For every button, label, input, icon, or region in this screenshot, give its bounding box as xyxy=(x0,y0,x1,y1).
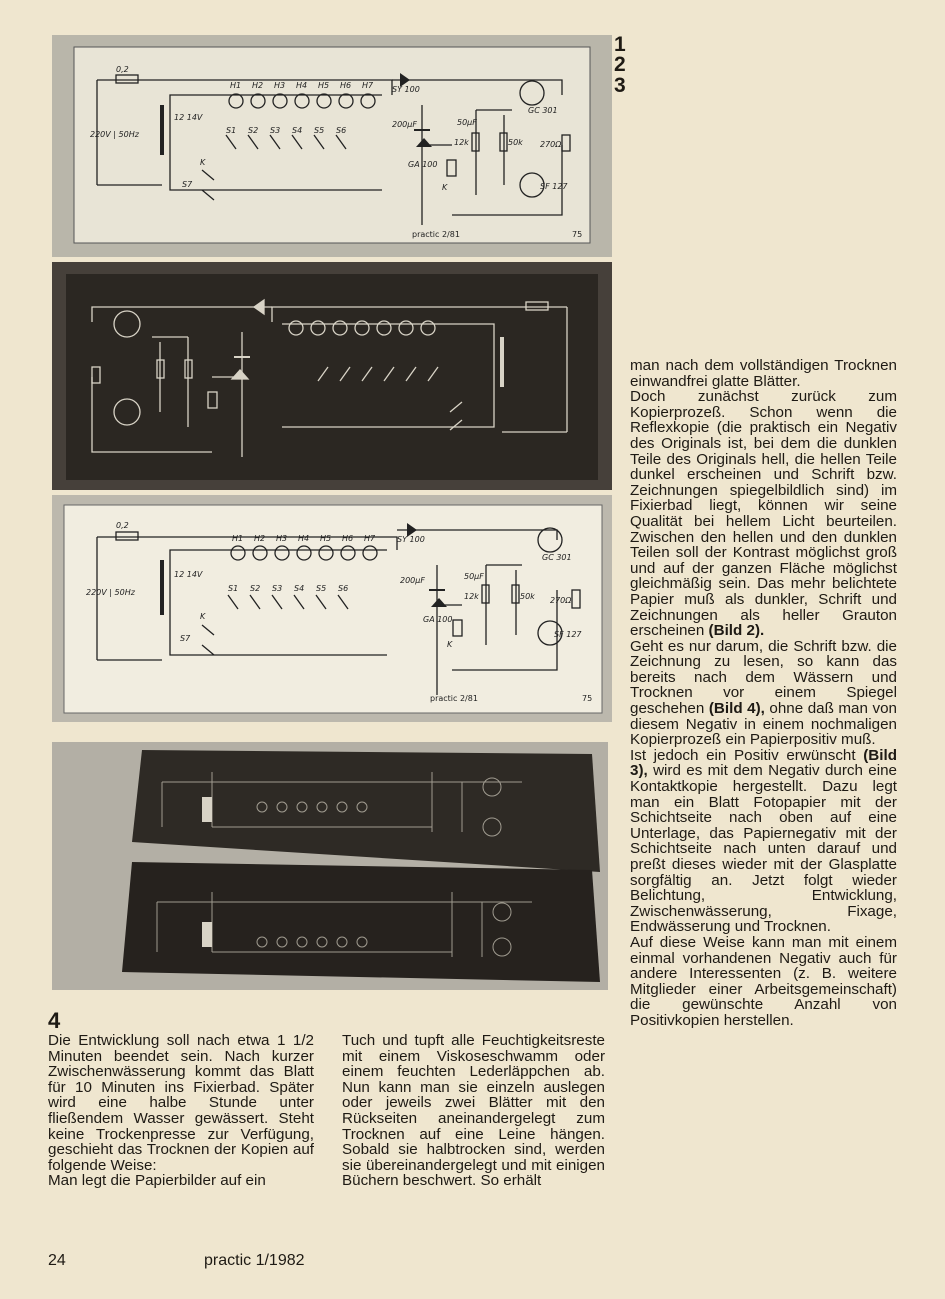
fig1-diode-label: SY 100 xyxy=(392,85,420,94)
figure-number-4: 4 xyxy=(48,1008,61,1033)
fig3-switch-label: S5 xyxy=(316,584,327,593)
fig3-switch-label: S3 xyxy=(272,584,283,593)
fig1-switch-label: S7 xyxy=(182,180,193,189)
fig3-lamp-label: H6 xyxy=(342,534,354,543)
fig3-transistor-label: SF 127 xyxy=(554,630,582,639)
fig1-transistor-label: SF 127 xyxy=(540,182,568,191)
fig3-switch-label: S2 xyxy=(250,584,261,593)
figure-3-positive-copy xyxy=(52,495,612,722)
fig1-lamp-label: H6 xyxy=(340,81,352,90)
fig3-lamp-label: H5 xyxy=(320,534,332,543)
paragraph xyxy=(630,748,897,935)
text-column-middle xyxy=(342,1033,605,1189)
figure-1-schematic xyxy=(52,35,612,257)
fig3-capacitor-label: 200µF xyxy=(400,576,425,585)
fig3-capacitor-label: 50µF xyxy=(464,572,484,581)
fig1-relay-contact-label: K xyxy=(200,158,206,167)
fig1-lamp-label: H5 xyxy=(318,81,330,90)
paragraph-text: ohne daß man von diesem Negativ in einem nochmaligen Kopierprozeß ein Papierpositiv muß. xyxy=(630,700,897,749)
paragraph-text: wird es mit dem Negativ durch eine Kontaktkopie hergestellt. Dazu legt man ein Blatt Fotopapier mit der Schichtseite nach oben auf eine Unterlage, das Papiernegativ mit der Schichtseite nach unten darauf und preßt dieses wieder mit der Glasplatte sorgfältig an. Jetzt folgt wieder Belichtung, Entwicklung, Zwischenwässerung, Fixage, Endwässerung und Trocknen. xyxy=(630,762,897,936)
paragraph-text: Doch zunächst zurück zum Kopierprozeß. Schon wenn die Reflexkopie (die praktisch ein Negativ des Originals ist, bei dem die dunklen Teile des Originals hell, die hellen Teile dunkel erscheinen und Schrift bzw. Zeichnungen spiegelbildlich sind) im Fixierbad liegt, können wir seine Qualität bei hellem Licht beurteilen. Zwischen den hellen und den dunklen Teilen soll der Kontrast möglichst groß und auf der ganzen Fläche möglichst gleichmäßig sein. Das mehr belichtete Papier muß als dunkler, Schrift und Zeichnungen als heller Grauton erscheinen xyxy=(630,388,897,640)
figure-number-3: 3 xyxy=(614,74,626,97)
fig3-diode-label: SY 100 xyxy=(397,535,425,544)
fig1-diode-label: GA 100 xyxy=(408,160,438,169)
fig1-switch-label: S3 xyxy=(270,126,281,135)
fig3-resistor-label: 50k xyxy=(520,592,535,601)
fig3-switch-label: S6 xyxy=(338,584,349,593)
fig1-lamp-label: H7 xyxy=(362,81,374,90)
fig3-footer-left: practic 2/81 xyxy=(430,694,478,703)
paragraph-text: Geht es nur darum, die Schrift bzw. die Zeichnung zu lesen, so kann das bereits nach dem Wässern und Trocknen vor einem Spiegel geschehen xyxy=(630,637,897,718)
fig3-lamp-label: H2 xyxy=(254,534,266,543)
text-column-left xyxy=(48,1033,314,1189)
figure-number-1: 1 xyxy=(614,33,626,56)
figure-4-photo xyxy=(52,742,608,990)
paragraph: Man legt die Papierbilder auf ein xyxy=(48,1172,266,1190)
fig1-lamp-label: H3 xyxy=(274,81,286,90)
text-column-right xyxy=(630,358,897,1029)
figure-reference: (Bild 2). xyxy=(708,622,765,640)
figure-2-negative xyxy=(52,262,612,490)
fig3-mains-label: 220V | 50Hz xyxy=(86,588,135,597)
fig1-switch-label: S1 xyxy=(226,126,237,135)
fig3-switch-label: S7 xyxy=(180,634,191,643)
figure-reference: (Bild 4), xyxy=(708,700,765,718)
fig1-switch-label: S4 xyxy=(292,126,303,135)
fig1-lamp-label: H2 xyxy=(252,81,264,90)
fig1-lamp-label: H4 xyxy=(296,81,308,90)
fig1-footer-left: practic 2/81 xyxy=(412,230,460,239)
fig1-resistor-label: 270Ω xyxy=(540,140,562,149)
paragraph: Tuch und tupft alle Feuchtigkeitsreste mit einem Viskoseschwamm oder einem feuchten Lederläppchen ab. Nun kann man sie einzeln auslegen oder jeweils zwei Blätter mit den Rückseiten aneinandergelegt zum Trocknen auf eine Leine hängen. Sobald sie halbtrocken sind, werden sie übereinandergelegt und mit einigen Büchern beschwert. So erhält xyxy=(342,1032,605,1190)
fig3-lamp-label: H4 xyxy=(298,534,310,543)
fig1-relay-label: K xyxy=(442,183,448,192)
paragraph: Die Entwicklung soll nach etwa 1 1/2 Minuten beendet sein. Nach kurzer Zwischenwässerung kommt das Blatt für 10 Minuten ins Fixierbad. Später wird eine halbe Stunde unter fließendem Wasser gewässert. Steht keine Trockenpresse zur Verfügung, geschieht das Trocknen der Kopien auf folgende Weise: xyxy=(48,1032,314,1174)
fig1-switch-label: S2 xyxy=(248,126,259,135)
fig1-fuse-label: 0,2 xyxy=(116,65,129,74)
fig1-switch-label: S6 xyxy=(336,126,347,135)
fig1-switch-label: S5 xyxy=(314,126,325,135)
fig1-footer-right: 75 xyxy=(572,230,583,239)
fig1-capacitor-label: 50µF xyxy=(457,118,477,127)
paragraph: Auf diese Weise kann man mit einem einmal vorhandenen Negativ auch für andere Interessenten (z. B. weitere Mitglieder einer Arbeitsgemeinschaft) die gewünschte Anzahl von Positivkopien herstellen. xyxy=(630,933,897,1029)
paragraph-text: Ist jedoch ein Positiv erwünscht xyxy=(630,746,856,764)
paragraph: man nach dem vollständigen Trocknen einwandfrei glatte Blätter. xyxy=(630,357,897,390)
fig3-resistor-label: 12k xyxy=(464,592,479,601)
fig3-relay-contact-label: K xyxy=(200,612,206,621)
fig1-lamp-label: H1 xyxy=(230,81,242,90)
fig3-fuse-label: 0,2 xyxy=(116,521,129,530)
paragraph xyxy=(630,389,897,639)
fig1-mains-label: 220V | 50Hz xyxy=(90,130,139,139)
fig3-transformer-label: 12 14V xyxy=(174,570,203,579)
magazine-issue: practic 1/1982 xyxy=(204,1252,305,1269)
fig1-capacitor-label: 200µF xyxy=(392,120,417,129)
figure-number-2: 2 xyxy=(614,53,626,76)
fig3-lamp-label: H7 xyxy=(364,534,376,543)
fig3-switch-label: S4 xyxy=(294,584,305,593)
fig1-resistor-label: 12k xyxy=(454,138,469,147)
page-number: 24 xyxy=(48,1252,66,1269)
fig3-switch-label: S1 xyxy=(228,584,239,593)
fig1-resistor-label: 50k xyxy=(508,138,523,147)
fig3-resistor-label: 270Ω xyxy=(550,596,572,605)
fig3-diode-label: GA 100 xyxy=(423,615,453,624)
fig3-footer-right: 75 xyxy=(582,694,593,703)
figure-reference: (Bild 3), xyxy=(630,746,897,780)
fig1-transistor-label: GC 301 xyxy=(528,106,558,115)
fig3-lamp-label: H1 xyxy=(232,534,244,543)
fig3-lamp-label: H3 xyxy=(276,534,288,543)
fig3-transistor-label: GC 301 xyxy=(542,553,572,562)
fig1-transformer-label: 12 14V xyxy=(174,113,203,122)
paragraph xyxy=(630,639,897,748)
fig3-relay-label: K xyxy=(447,640,453,649)
